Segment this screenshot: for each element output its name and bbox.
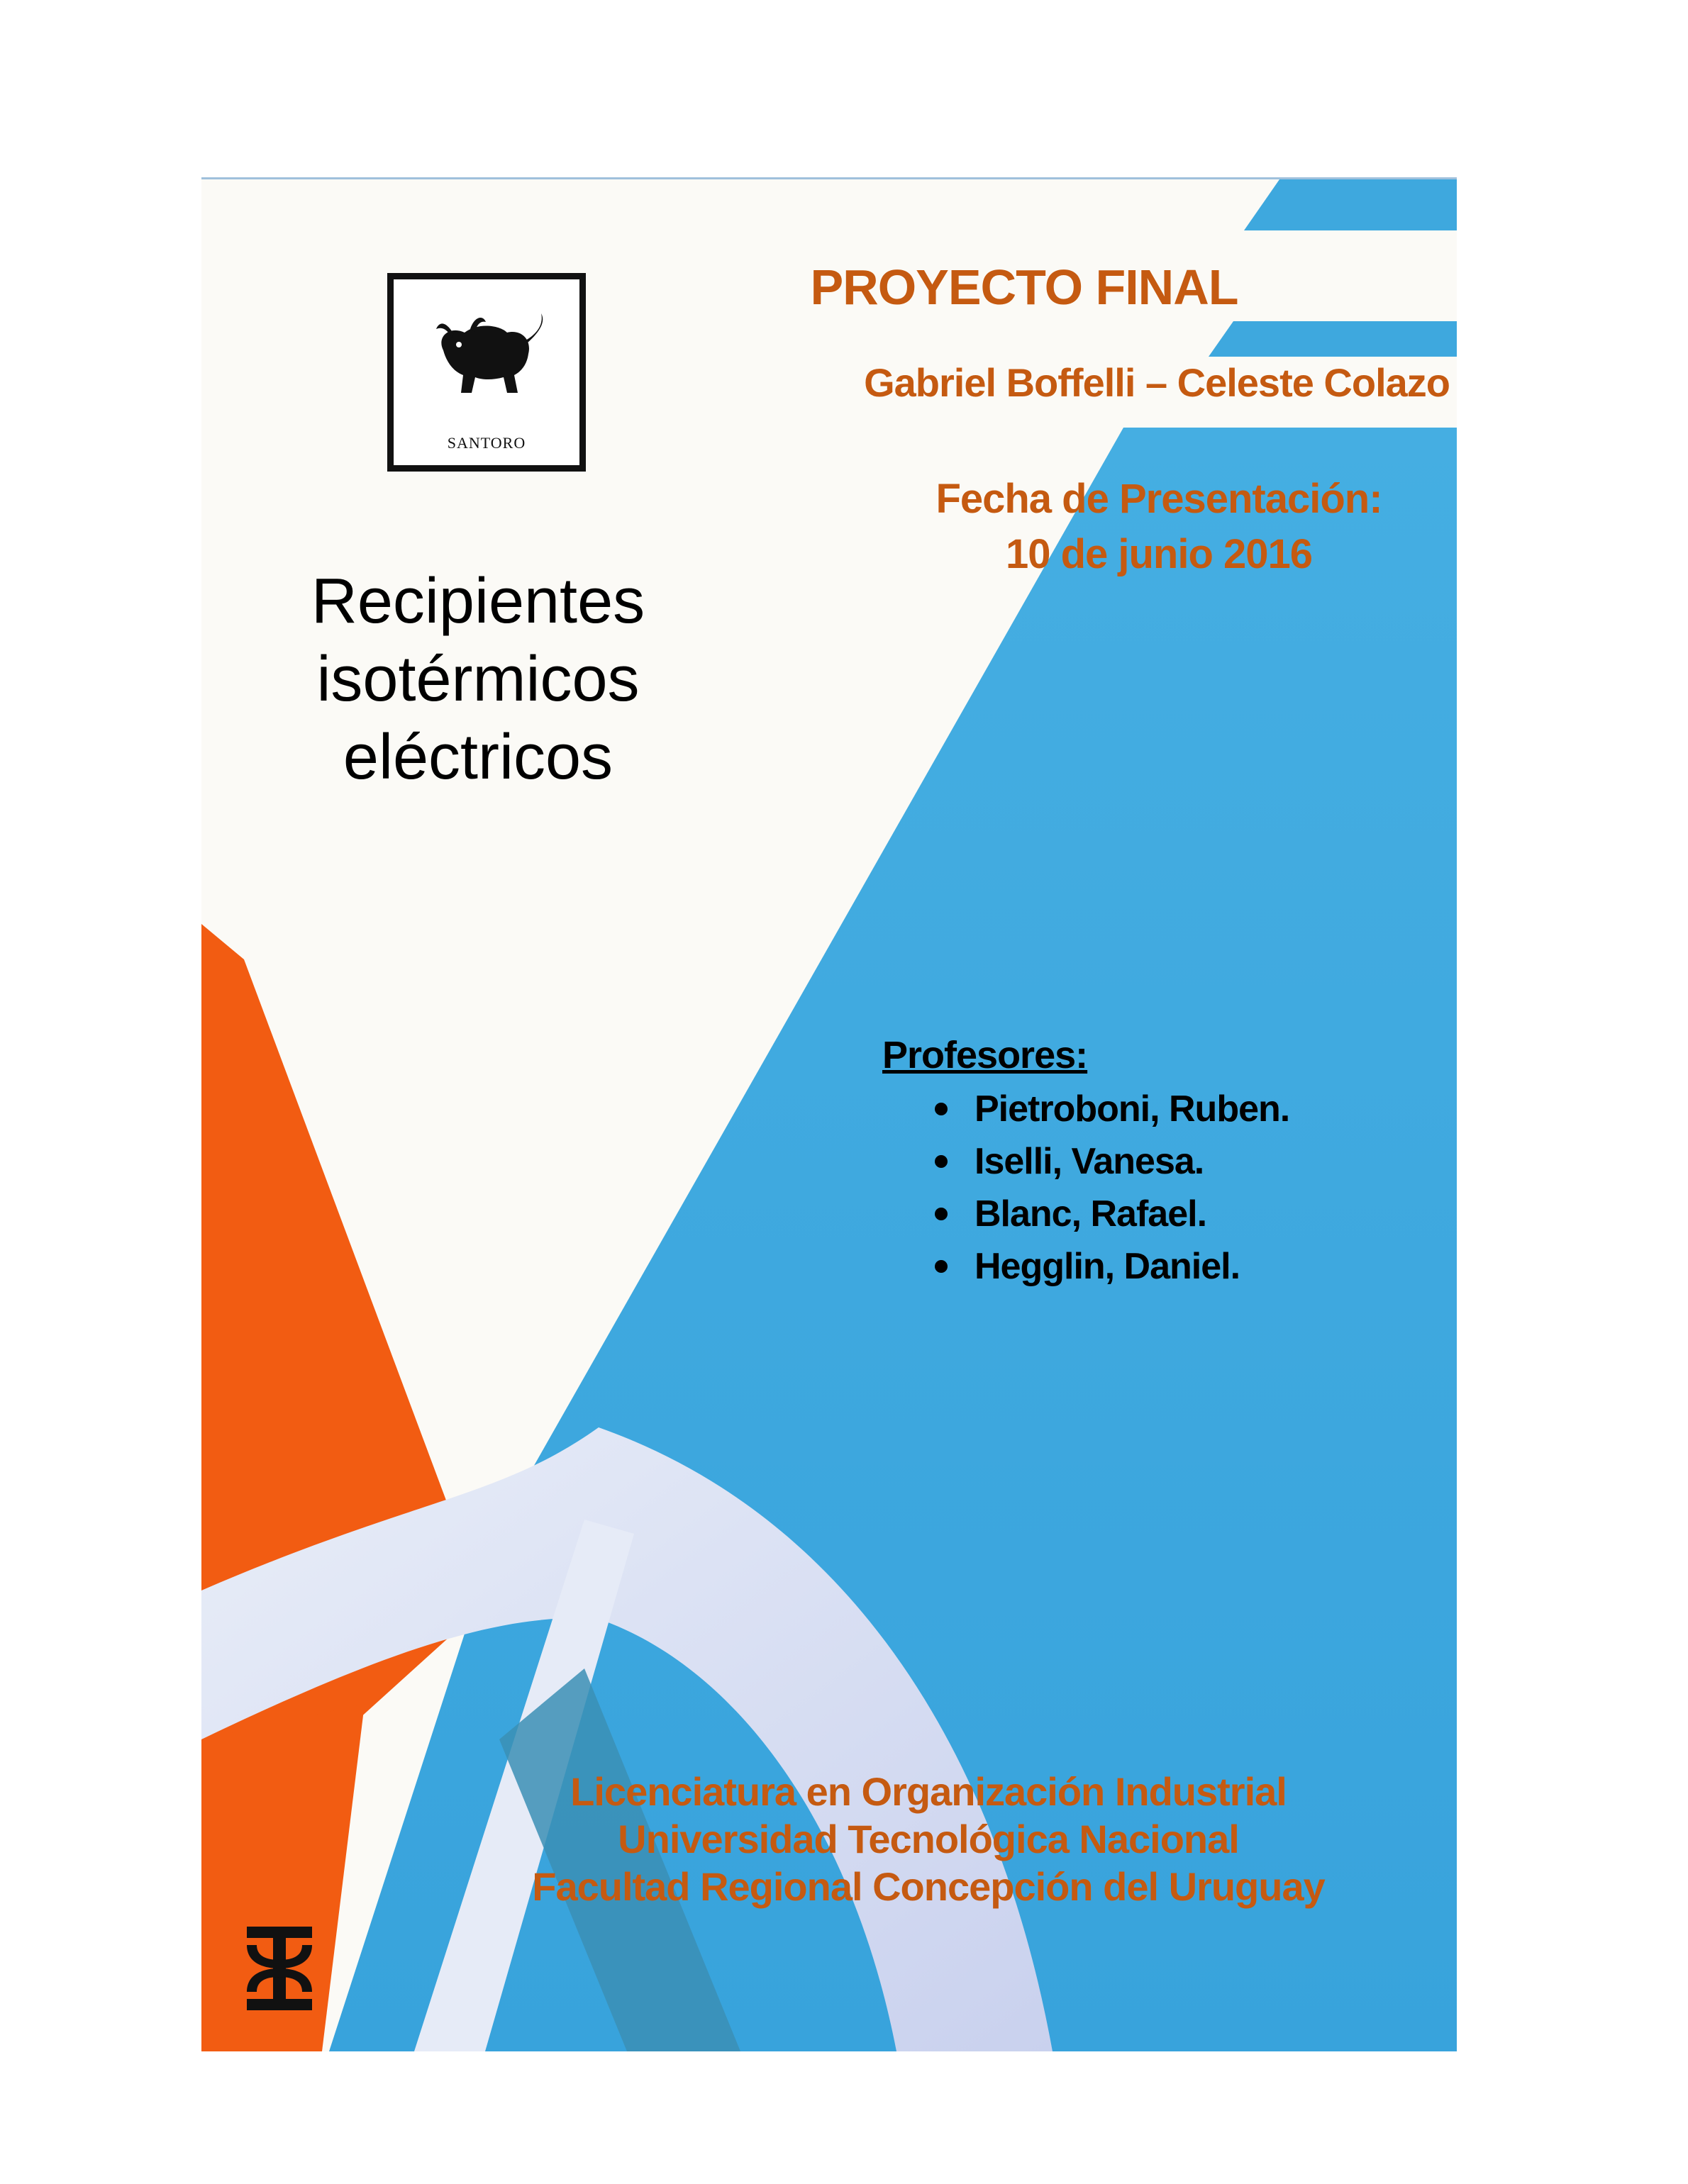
institution-line-1: Licenciatura en Organización Industrial xyxy=(570,1769,1287,1814)
presentation-date xyxy=(840,472,1457,582)
bullet-icon xyxy=(935,1260,948,1273)
institution-block xyxy=(485,1768,1372,1910)
title-line-3: eléctricos xyxy=(343,722,613,793)
professor-name: Blanc, Rafael. xyxy=(975,1193,1207,1235)
utn-emblem-icon xyxy=(238,1924,321,2013)
title-line-2: isotérmicos xyxy=(316,644,640,715)
professor-name: Iselli, Vanesa. xyxy=(975,1141,1204,1182)
bullet-icon xyxy=(935,1103,948,1115)
professors-heading: Profesores: xyxy=(882,1034,1088,1076)
blue-stripe-mid xyxy=(1209,321,1457,357)
date-label: Fecha de Presentación: xyxy=(935,476,1382,522)
logo-caption: SANTORO xyxy=(447,434,526,452)
professors-list xyxy=(882,1083,1289,1293)
professors-section xyxy=(882,1030,1289,1293)
authors-line: Gabriel Boffelli – Celeste Colazo xyxy=(864,360,1450,405)
bullet-icon xyxy=(935,1208,948,1220)
professor-item xyxy=(932,1188,1289,1240)
title-line-1: Recipientes xyxy=(311,566,645,637)
institution-line-2: Universidad Tecnológica Nacional xyxy=(618,1817,1239,1861)
date-value: 10 de junio 2016 xyxy=(1005,531,1313,577)
bullet-icon xyxy=(935,1155,948,1168)
project-label: PROYECTO FINAL xyxy=(810,260,1238,315)
institution-line-3: Facultad Regional Concepción del Uruguay xyxy=(532,1864,1325,1909)
professor-item xyxy=(932,1240,1289,1293)
blue-stripe-top xyxy=(1244,179,1457,230)
company-logo xyxy=(387,273,586,472)
bull-icon xyxy=(415,301,557,407)
professor-item xyxy=(932,1083,1289,1135)
professor-name: Pietroboni, Ruben. xyxy=(975,1088,1290,1130)
cover-panel xyxy=(201,177,1457,2051)
document-title xyxy=(265,562,691,796)
professor-item xyxy=(932,1135,1289,1188)
professor-name: Hegglin, Daniel. xyxy=(975,1246,1240,1287)
